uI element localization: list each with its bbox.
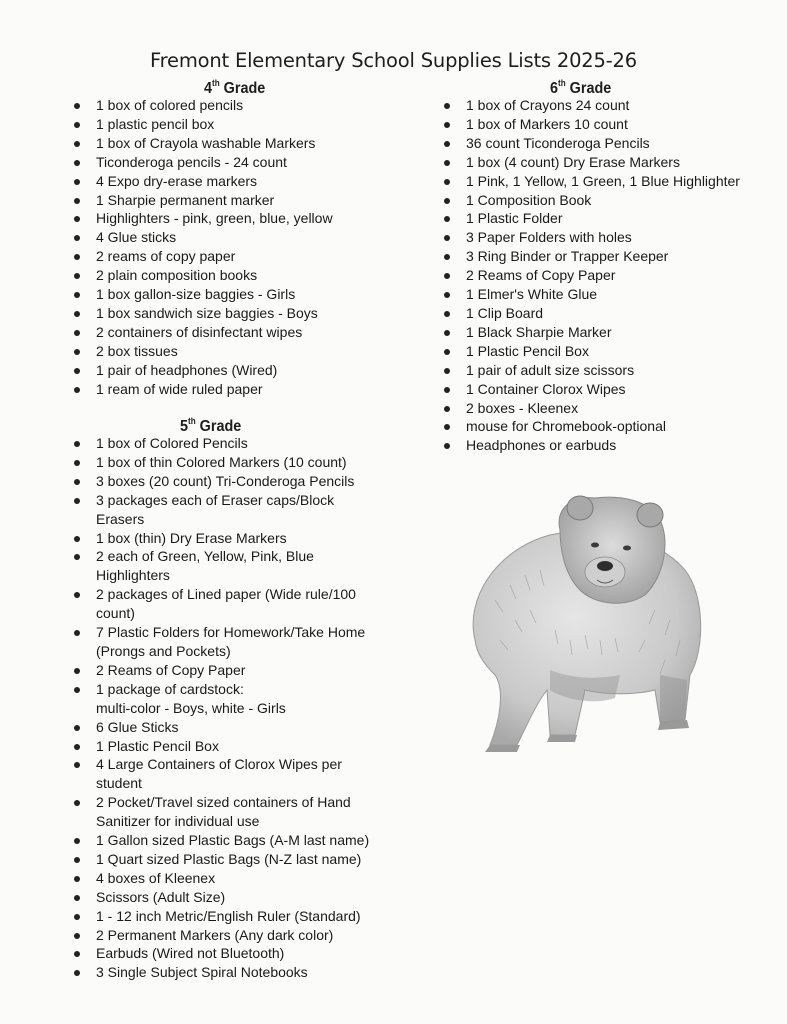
supply-item: 6 Glue Sticks [74,718,384,737]
supply-item: Ticonderoga pencils - 24 count [74,153,404,172]
supply-item: 4 boxes of Kleenex [74,869,384,888]
grade-5-ordinal: th [188,416,196,426]
supply-item: 2 containers of disinfectant wipes [74,323,404,342]
supply-item: 3 boxes (20 count) Tri-Conderoga Pencils [74,472,384,491]
grade-4-ordinal: th [212,78,220,88]
supply-item: 2 Reams of Copy Paper [444,266,774,285]
supply-item: 1 Plastic Pencil Box [74,737,384,756]
grade-4-heading [204,78,265,98]
supply-item: 2 reams of copy paper [74,247,404,266]
grade-5-number: 5 [180,418,189,435]
supply-item: 2 Reams of Copy Paper [74,661,384,680]
supply-item: 2 Pocket/Travel sized containers of Hand [74,793,384,812]
supply-item: 1 box (4 count) Dry Erase Markers [444,153,774,172]
supply-item: 3 Single Subject Spiral Notebooks [74,963,384,982]
supply-item: 1 pair of adult size scissors [444,361,774,380]
supply-item: Earbuds (Wired not Bluetooth) [74,944,384,963]
grade-5-supply-list [74,434,384,982]
supply-item: 1 package of cardstock: [74,680,384,699]
grade-6-supply-list [444,96,774,455]
supply-item: Highlighters [96,567,170,584]
supply-item: mouse for Chromebook-optional [444,417,774,436]
supply-item: 1 - 12 inch Metric/English Ruler (Standard) [74,907,384,926]
supply-item: 1 box of thin Colored Markers (10 count) [74,453,384,472]
supply-item: 1 Container Clorox Wipes [444,380,774,399]
supply-item: 1 box of Markers 10 count [444,115,774,134]
supply-item: 1 Clip Board [444,304,774,323]
supply-item: 1 Plastic Folder [444,209,774,228]
supply-item: 1 Composition Book [444,191,774,210]
page-title: Fremont Elementary School Supplies Lists 2025-26 [150,49,637,72]
supply-item: 1 box sandwich size baggies - Boys [74,304,404,323]
supply-item: 1 Gallon sized Plastic Bags (A-M last name) [74,831,384,850]
supply-item: 1 box (thin) Dry Erase Markers [74,529,384,548]
supply-item: 7 Plastic Folders for Homework/Take Home [74,623,384,642]
supply-item: 1 Black Sharpie Marker [444,323,774,342]
grade-6-number: 6 [550,80,559,97]
supply-item: 1 Quart sized Plastic Bags (N-Z last name) [74,850,384,869]
grade-6-word: Grade [569,80,612,97]
supply-item: 1 Plastic Pencil Box [444,342,774,361]
supply-item: 1 Sharpie permanent marker [74,191,404,210]
grade-6-ordinal: th [558,78,566,88]
grade-6-heading [550,78,611,98]
supply-item: 2 boxes - Kleenex [444,399,774,418]
supply-item: count) [96,605,135,622]
supply-item: 1 ream of wide ruled paper [74,380,404,399]
supply-item: 3 packages each of Eraser caps/Block [74,491,384,510]
supply-item: Highlighters - pink, green, blue, yellow [74,209,404,228]
supply-item: Sanitizer for individual use [96,813,260,830]
grade-5-heading [180,416,241,436]
supply-item: 4 Large Containers of Clorox Wipes per [74,755,384,774]
grade-4-word: Grade [223,80,266,97]
supply-item: (Prongs and Pockets) [96,642,231,659]
supply-item: 1 plastic pencil box [74,115,404,134]
supply-item: 36 count Ticonderoga Pencils [444,134,774,153]
supply-item: Scissors (Adult Size) [74,888,384,907]
supply-item: 4 Expo dry-erase markers [74,172,404,191]
supply-item: 2 box tissues [74,342,404,361]
supply-item: 4 Glue sticks [74,228,404,247]
supply-item: student [96,775,142,792]
supply-item: 1 pair of headphones (Wired) [74,361,404,380]
grade-4-supply-list [74,96,404,399]
grade-5-word: Grade [199,418,242,435]
supply-item: 2 Permanent Markers (Any dark color) [74,926,384,945]
supply-item: 1 box gallon-size baggies - Girls [74,285,404,304]
supply-item: 1 box of Crayons 24 count [444,96,774,115]
supply-item: multi-color - Boys, white - Girls [96,699,286,716]
supply-item: 3 Ring Binder or Trapper Keeper [444,247,774,266]
supply-item: 3 Paper Folders with holes [444,228,774,247]
supply-item: 1 box of Crayola washable Markers [74,134,404,153]
supply-item: 2 plain composition books [74,266,404,285]
supply-item: 1 box of Colored Pencils [74,434,384,453]
supply-item: Erasers [96,510,145,527]
grade-4-number: 4 [204,80,213,97]
supply-item: 1 box of colored pencils [74,96,404,115]
supply-item: 1 Elmer's White Glue [444,285,774,304]
supply-item: 2 each of Green, Yellow, Pink, Blue [74,547,384,566]
bear-illustration [455,490,715,760]
supply-item: Headphones or earbuds [444,436,774,455]
supply-item: 1 Pink, 1 Yellow, 1 Green, 1 Blue Highlighter [444,172,774,191]
supply-item: 2 packages of Lined paper (Wide rule/100 [74,585,384,604]
